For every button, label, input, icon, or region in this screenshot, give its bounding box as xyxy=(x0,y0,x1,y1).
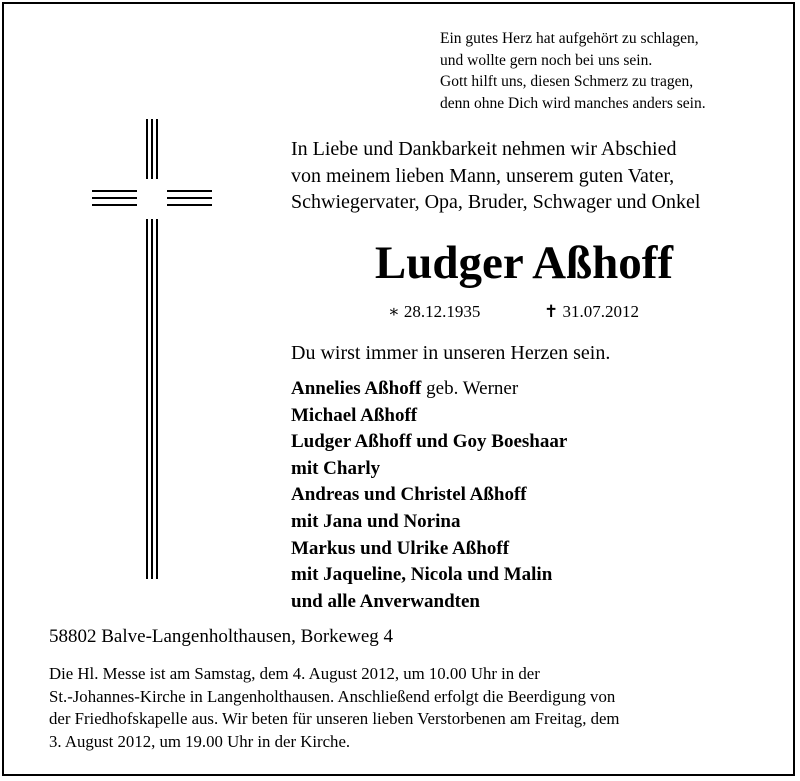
obituary-frame xyxy=(2,2,795,776)
family-line: und alle Anverwandten xyxy=(291,590,480,612)
family-line: mit Jana und Norina xyxy=(291,510,461,532)
family-line: Ludger Aßhoff und Goy Boeshaar xyxy=(291,431,568,453)
intro-line: In Liebe und Dankbarkeit nehmen wir Abschied xyxy=(291,138,677,160)
poem-line: Ein gutes Herz hat aufgehört zu schlagen, xyxy=(440,30,699,47)
motto: Du wirst immer in unseren Herzen sein. xyxy=(291,342,611,364)
family-list xyxy=(291,376,567,615)
death-date-value: 31.07.2012 xyxy=(562,302,639,321)
family-line: Michael Aßhoff xyxy=(291,404,418,426)
family-line: mit Charly xyxy=(291,457,381,479)
poem-line: denn ohne Dich wird manches anders sein. xyxy=(440,94,706,112)
service-line: 3. August 2012, um 19.00 Uhr in der Kirche. xyxy=(49,731,351,751)
name-container xyxy=(304,4,744,304)
family-line: Andreas und Christel Aßhoff xyxy=(291,484,527,506)
service-info xyxy=(49,663,619,753)
poem-line: und wollte gern noch bei uns sein. xyxy=(440,51,653,69)
intro-line: von meinem lieben Mann, unserem guten Vater, xyxy=(291,164,675,187)
birth-date-value: 28.12.1935 xyxy=(403,302,481,321)
family-line xyxy=(291,376,567,403)
death-cross-icon: ✝ xyxy=(544,302,559,321)
deceased-name: Ludger Aßhoff xyxy=(374,237,674,289)
birth-date xyxy=(388,302,480,322)
family-first-name: Annelies Aßhoff xyxy=(291,378,422,399)
death-date xyxy=(544,302,639,322)
birth-star-icon: ∗ xyxy=(388,302,400,321)
family-line: mit Jaqueline, Nicola und Malin xyxy=(291,564,553,586)
service-line: St.-Johannes-Kirche in Langenholthausen. Anschließend erfolgt die Beerdigung von xyxy=(49,686,616,706)
cross-icon xyxy=(92,119,212,579)
family-first-suffix: geb. Werner xyxy=(421,378,519,399)
intro-line: Schwiegervater, Opa, Bruder, Schwager und Onkel xyxy=(291,191,701,213)
family-line: Markus und Ulrike Aßhoff xyxy=(291,537,510,559)
address: 58802 Balve-Langenholthausen, Borkeweg 4 xyxy=(49,626,394,647)
service-line: Die Hl. Messe ist am Samstag, dem 4. August 2012, um 10.00 Uhr in der xyxy=(49,664,540,683)
service-line: der Friedhofskapelle aus. Wir beten für unseren lieben Verstorbenen am Freitag, dem xyxy=(49,709,620,729)
poem-line: Gott hilft uns, diesen Schmerz zu tragen, xyxy=(440,73,694,91)
